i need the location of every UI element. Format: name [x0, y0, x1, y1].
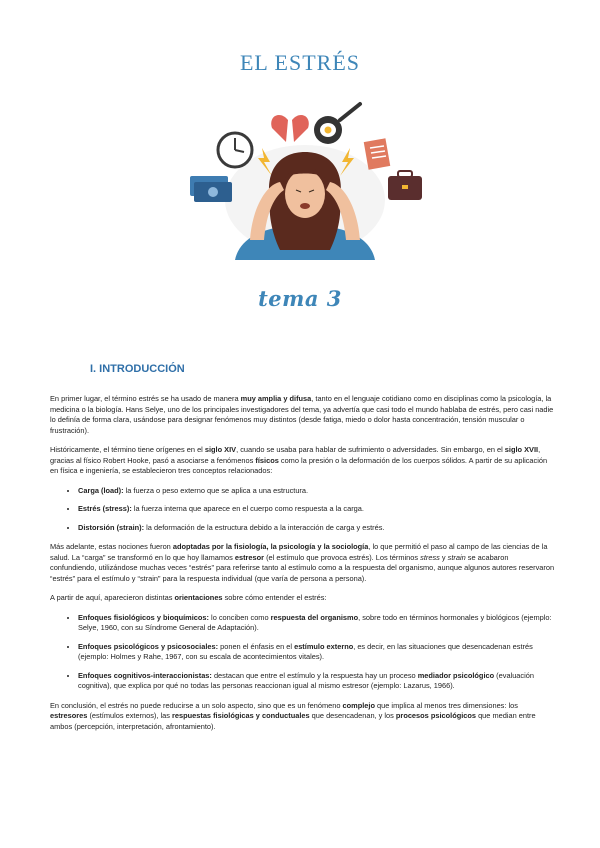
bold-text: siglo XVII: [504, 445, 539, 454]
list-item: [78, 486, 555, 497]
paragraph: [50, 542, 555, 584]
paragraph: [50, 394, 555, 436]
text-run: (estímulos externos), las: [87, 711, 173, 720]
list-item: [78, 642, 555, 663]
text-run: que desencadenan, y los: [309, 711, 396, 720]
briefcase-icon: [388, 171, 422, 200]
list-item: [78, 613, 555, 634]
text-run: , tanto en el lenguaje cotidiano como en disciplinas como la psicología, la medicina o la biología. Hans Selye, uno de los principales investigadores del tema, ya advertía que casi todo el mundo hablaba de estrés, pero casi nadie lo definía de forma clara, usándose para designar fenómenos muy distintos (desde fatiga, miedo o dolor hasta concentración, tensión muscular o frustración).: [50, 394, 554, 435]
bold-text: Estrés (stress):: [78, 504, 132, 513]
bullet-list: [50, 613, 555, 692]
stress-illustration: [180, 90, 430, 260]
bold-text: estímulo externo: [294, 641, 354, 651]
bold-text: mediador psicológico: [417, 670, 495, 680]
text-run: se acabaron confundiendo, utilizándose muchas veces “estrés” para referirse tanto al estímulo como a la respuesta del organismo, aunque algunos autores reservaron “estrés” para el estímulo y “strain” para la respuesta individual (que varía de persona a persona).: [50, 552, 555, 583]
text-run: la deformación de la estructura debido a la interacción de carga y estrés.: [144, 522, 385, 532]
text-run: (el estímulo que provoca estrés). Los términos: [264, 552, 421, 562]
list-item: [78, 504, 555, 515]
text-run: A partir de aquí, aparecieron distintas: [50, 593, 175, 602]
frying-pan-icon: [314, 104, 360, 144]
text-run: , sobre todo en términos hormonales y biológicos (ejemplo: Selye, 1960, con su Síndrome General de Adaptación).: [78, 612, 552, 632]
text-run: que implica al menos tres dimensiones: los: [374, 700, 518, 710]
bold-text: Enfoques fisiológicos y bioquímicos:: [78, 612, 209, 622]
text-run: la fuerza o peso externo que se aplica a una estructura.: [123, 485, 309, 495]
bold-text: procesos psicológicos: [395, 711, 477, 720]
topic-subtitle: tema 3: [258, 286, 342, 311]
text-run: que median entre ambos (percepción, interpretación, afrontamiento).: [50, 711, 536, 731]
bold-text: físicos: [255, 455, 279, 465]
list-item: [78, 671, 555, 692]
text-run: En conclusión, el estrés no puede reducirse a un solo aspecto, sino que es un fenómeno: [50, 700, 343, 710]
bold-text: respuestas fisiológicas y conductuales: [172, 711, 310, 720]
clock-icon: [218, 133, 252, 167]
text-run: como la presión o la deformación de los cuerpos sólidos. A partir de su aplicación en física e ingeniería, se establecieron tres conceptos relacionados:: [50, 455, 548, 475]
paragraph: [50, 445, 555, 477]
bold-text: estresores: [50, 711, 88, 720]
text-run: Históricamente, el término tiene orígenes en el: [50, 445, 205, 454]
text-run: destacan que entre el estímulo y la respuesta hay un proceso: [211, 670, 418, 680]
bold-text: Enfoques psicológicos y psicosociales:: [78, 641, 219, 651]
text-run: lo conciben como: [209, 612, 271, 622]
bold-text: respuesta del organismo: [270, 612, 359, 622]
bold-text: adoptadas por la fisiología, la psicología y la sociología: [172, 542, 369, 551]
text-run: , es decir, en las situaciones que desencadenan estrés (ejemplo: Holmes y Rahe, 1967, con su escala de acontecimientos vitales).: [78, 641, 533, 661]
text-run: , cuando se usaba para hablar de sufrimiento o adversidades. Sin embargo, en el: [236, 445, 505, 454]
bold-text: complejo: [342, 700, 375, 710]
bold-text: orientaciones: [174, 593, 223, 602]
text-run: , gracias al físico Robert Hooke, pasó a asociarse a fenómenos: [50, 445, 541, 465]
money-icon: [190, 176, 232, 202]
text-run: (evaluación cognitiva), que explica por qué no todas las personas reaccionan igual al mismo estresor (ejemplo: Lazarus, 1966).: [78, 670, 534, 690]
paragraph: [50, 593, 555, 604]
broken-heart-icon: [271, 115, 309, 142]
bold-text: muy amplia y difusa: [240, 394, 312, 403]
bold-text: Enfoques cognitivos-interaccionistas:: [78, 670, 212, 680]
text-run: , lo que permitió el paso al campo de las ciencias de la salud. La “carga” se transformó en lo que hoy llamamos: [50, 542, 548, 562]
italic-text: strain: [447, 552, 466, 562]
bold-text: estresor: [234, 552, 265, 562]
bold-text: Distorsión (strain):: [78, 522, 145, 532]
document-body: [50, 394, 555, 741]
section-heading: I. INTRODUCCIÓN: [90, 363, 185, 375]
text-run: y: [439, 552, 448, 562]
text-run: sobre cómo entender el estrés:: [222, 593, 327, 602]
bullet-list: [50, 486, 555, 534]
invoice-icon: [364, 138, 391, 169]
bold-text: Carga (load):: [78, 485, 124, 495]
paragraph: [50, 701, 555, 733]
list-item: [78, 523, 555, 534]
bold-text: siglo XIV: [204, 445, 237, 454]
text-run: la fuerza interna que aparece en el cuerpo como respuesta a la carga.: [131, 504, 364, 513]
text-run: ponen el énfasis en el: [218, 641, 295, 651]
page-title: EL ESTRÉS: [239, 50, 361, 75]
text-run: En primer lugar, el término estrés se ha usado de manera: [50, 394, 241, 403]
italic-text: stress: [420, 552, 440, 562]
text-run: Más adelante, estas nociones fueron: [50, 542, 173, 551]
